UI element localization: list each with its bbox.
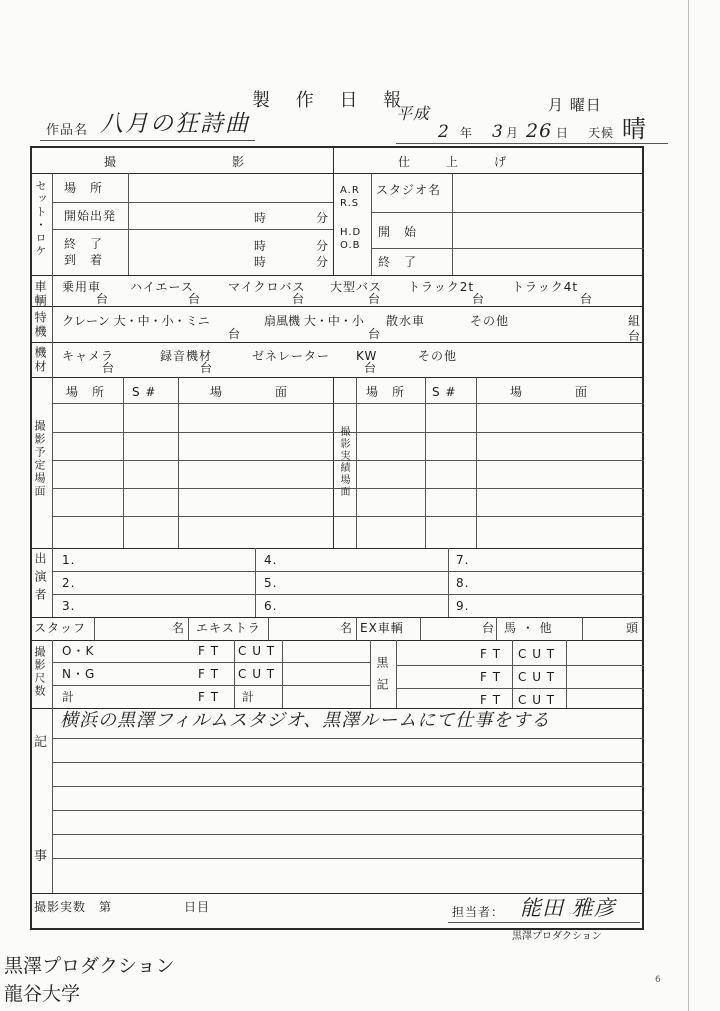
col-divider (396, 640, 397, 708)
era-label: 平成 (396, 104, 431, 123)
date-month: 3 (492, 122, 504, 142)
equipment-camera: キャメラ (62, 349, 115, 363)
cast-slot-6: 6. (264, 599, 278, 613)
equipment-unit: 台 (364, 361, 378, 375)
extra-label: エキストラ (196, 621, 261, 635)
planned-place-header: 場 所 (66, 385, 106, 399)
col-divider (52, 640, 53, 708)
col-divider (452, 173, 453, 275)
cast-slot-1: 1. (62, 553, 76, 567)
equipment-generator: ゼネレーター (252, 349, 331, 363)
place-label: 場 所 (64, 181, 104, 195)
watermark-line-1: 黒澤プロダクション (4, 955, 175, 977)
special-unit: 台 (628, 329, 642, 343)
vehicle-bus: 大型バス (330, 280, 383, 294)
staff-name-suffix: 名 (172, 621, 186, 635)
row-line (30, 548, 644, 549)
cast-slot-8: 8. (456, 576, 470, 590)
col-divider (512, 640, 513, 708)
scan-edge-line (688, 0, 689, 1011)
shooting-header: 撮 影 (104, 155, 249, 169)
notes-label-top: 記 (34, 735, 49, 750)
row-line (30, 617, 644, 618)
finish-header: 仕 上 げ (398, 155, 519, 169)
fan-label: 扇風機 大・中・小 (264, 314, 364, 328)
month-weekday-label: 月 曜日 (548, 96, 602, 114)
planned-scene-header: 場 面 (210, 385, 289, 399)
col-divider (282, 640, 283, 708)
shooting-days-label: 撮影実数 第 (34, 900, 113, 914)
vehicle-unit: 台 (96, 292, 110, 306)
row-line (52, 403, 644, 404)
col-divider (94, 617, 95, 640)
col-divider (234, 640, 235, 708)
ar-rs-label: A.R R.S (340, 185, 360, 209)
date-month-label: 月 (506, 126, 520, 140)
date-year: 2 (438, 122, 450, 142)
sprinkler-label: 散水車 (386, 314, 426, 328)
col-divider (448, 548, 449, 617)
staff-label: スタッフ (34, 621, 87, 635)
vehicle-unit: 台 (580, 292, 594, 306)
bw-label: 黒記 (375, 656, 389, 700)
row-line (52, 516, 644, 517)
signature-underline (448, 922, 640, 923)
crane-label: クレーン 大・中・小・ミニ (62, 314, 210, 328)
col-divider (52, 548, 53, 617)
date-day: 26 (526, 120, 553, 142)
row-line (52, 685, 370, 686)
equipment-sound: 録音機材 (160, 349, 213, 363)
cast-slot-3: 3. (62, 599, 76, 613)
vehicle-car: 乗用車 (62, 280, 102, 294)
end-label: 終 了 (64, 237, 104, 251)
col-divider (370, 640, 371, 708)
col-divider (128, 173, 129, 275)
hd-ob-label: H.D O.B (340, 227, 362, 251)
film-ft-label: F T (198, 690, 220, 704)
col-divider (566, 640, 567, 708)
vehicle-unit: 台 (188, 292, 202, 306)
row-line (30, 306, 644, 307)
special-unit: 台 (368, 327, 382, 341)
special-equipment-label: 特機 (33, 311, 47, 339)
notes-line (52, 786, 644, 787)
row-line (30, 708, 644, 709)
vehicle-truck-2t: トラック2t (408, 280, 475, 294)
page-mark: 6 (655, 975, 662, 985)
vehicle-unit: 台 (472, 292, 486, 306)
row-line (396, 665, 644, 666)
ex-vehicle-label: EX車輌 (360, 621, 404, 635)
col-divider (420, 617, 421, 640)
work-title: 八月の狂詩曲 (100, 111, 250, 137)
row-line (52, 662, 370, 663)
weather-label: 天候 (588, 126, 615, 140)
end-hour-label: 時 (254, 239, 268, 253)
vehicle-unit: 台 (292, 292, 306, 306)
col-divider (52, 275, 53, 377)
form-title: 製 作 日 報 (252, 90, 412, 111)
col-divider (582, 617, 583, 640)
person-in-charge: 能田 雅彦 (520, 896, 616, 920)
arrival-label: 到 着 (64, 253, 104, 267)
row-line (30, 893, 644, 894)
horse-label: 馬 ・ 他 (504, 621, 553, 635)
col-divider (255, 548, 256, 617)
row-line (30, 342, 644, 343)
arrival-hour-label: 時 (254, 255, 268, 269)
film-total-cut-label: 計 (242, 690, 256, 704)
col-divider (52, 173, 53, 275)
planned-scene-no-header: S # (132, 385, 157, 399)
notes-line (52, 810, 644, 811)
days-label: 日目 (184, 900, 211, 914)
cast-slot-9: 9. (456, 599, 470, 613)
row-line (30, 275, 644, 276)
film-cut-label: C U T (518, 647, 556, 661)
film-ng-label: N・G (62, 667, 96, 681)
notes-line (52, 858, 644, 859)
equipment-kw: KW (356, 349, 378, 363)
film-cut-label: C U T (238, 667, 276, 681)
cast-slot-7: 7. (456, 553, 470, 567)
watermark-line-2: 龍谷大学 (4, 983, 81, 1005)
work-title-underline (40, 140, 255, 141)
work-title-label: 作品名 (46, 123, 89, 138)
film-cut-label: C U T (518, 693, 556, 707)
film-ok-label: O・K (62, 644, 95, 658)
actual-scenes-label: 撮影実績場面 (338, 426, 349, 498)
vehicle-truck-4t: トラック4t (512, 280, 579, 294)
col-divider (268, 617, 269, 640)
film-ft-label: F T (198, 667, 220, 681)
vehicles-label: 車輌 (33, 280, 47, 308)
extra-name-suffix: 名 (340, 621, 354, 635)
row-line (30, 173, 644, 174)
notes-line (52, 738, 644, 739)
person-in-charge-label: 担当者： (452, 905, 505, 919)
notes-label-bottom: 事 (34, 849, 49, 864)
row-line (52, 594, 644, 595)
finish-end-label: 終 了 (378, 255, 418, 269)
vehicle-microbus: マイクロバス (228, 280, 306, 294)
date-underline (396, 143, 668, 144)
vehicle-hiace: ハイエース (130, 280, 194, 294)
notes-line (52, 834, 644, 835)
arrival-minute-label: 分 (316, 255, 330, 269)
film-cut-label: C U T (518, 670, 556, 684)
special-unit: 台 (228, 327, 242, 341)
start-minute-label: 分 (316, 211, 330, 225)
cast-slot-4: 4. (264, 553, 278, 567)
studio-name-label: スタジオ名 (376, 183, 442, 197)
row-line (52, 571, 644, 572)
col-divider (496, 617, 497, 640)
form-producer: 黒澤プロダクション (512, 931, 602, 942)
col-divider (52, 708, 53, 893)
planned-scenes-label: 撮影予定場面 (33, 420, 46, 498)
ex-vehicle-unit: 台 (482, 621, 496, 635)
col-divider (356, 617, 357, 640)
row-line (371, 248, 644, 249)
vehicle-unit: 台 (368, 292, 382, 306)
start-depart-label: 開始出発 (64, 209, 117, 223)
horse-unit: 頭 (626, 621, 640, 635)
row-line (396, 688, 644, 689)
cast-slot-2: 2. (62, 576, 76, 590)
cast-label: 出演者 (33, 552, 47, 606)
film-total-label: 計 (62, 690, 76, 704)
set-label: 組 (628, 314, 642, 328)
notes-text: 横浜の黒澤フィルムスタジオ、黒澤ルームにて仕事をする (60, 710, 551, 731)
set-location-label: セット・ロケ (34, 180, 47, 258)
actual-place-header: 場 所 (366, 385, 406, 399)
weather-value: 晴 (622, 115, 647, 143)
film-ft-label: F T (480, 693, 502, 707)
row-line (52, 229, 333, 230)
row-line (30, 640, 644, 641)
end-minute-label: 分 (316, 239, 330, 253)
actual-scene-header: 場 面 (510, 385, 589, 399)
col-divider (371, 173, 372, 275)
cast-slot-5: 5. (264, 576, 278, 590)
col-divider (188, 617, 189, 640)
finish-start-label: 開 始 (378, 225, 418, 239)
film-label: 撮影尺数 (33, 646, 46, 698)
equipment-unit: 台 (102, 361, 116, 375)
date-year-label: 年 (460, 126, 474, 140)
film-ft-label: F T (480, 670, 502, 684)
equipment-label: 機材 (33, 346, 47, 374)
equipment-other: その他 (418, 349, 458, 363)
equipment-unit: 台 (200, 361, 214, 375)
notes-line (52, 762, 644, 763)
film-ft-label: F T (480, 647, 502, 661)
start-hour-label: 時 (254, 211, 268, 225)
film-ft-label: F T (198, 644, 220, 658)
date-day-label: 日 (556, 126, 570, 140)
row-line (52, 202, 333, 203)
row-line (371, 212, 644, 213)
other-label: その他 (470, 314, 510, 328)
actual-scene-no-header: S # (432, 385, 457, 399)
col-divider (333, 146, 334, 275)
film-cut-label: C U T (238, 644, 276, 658)
